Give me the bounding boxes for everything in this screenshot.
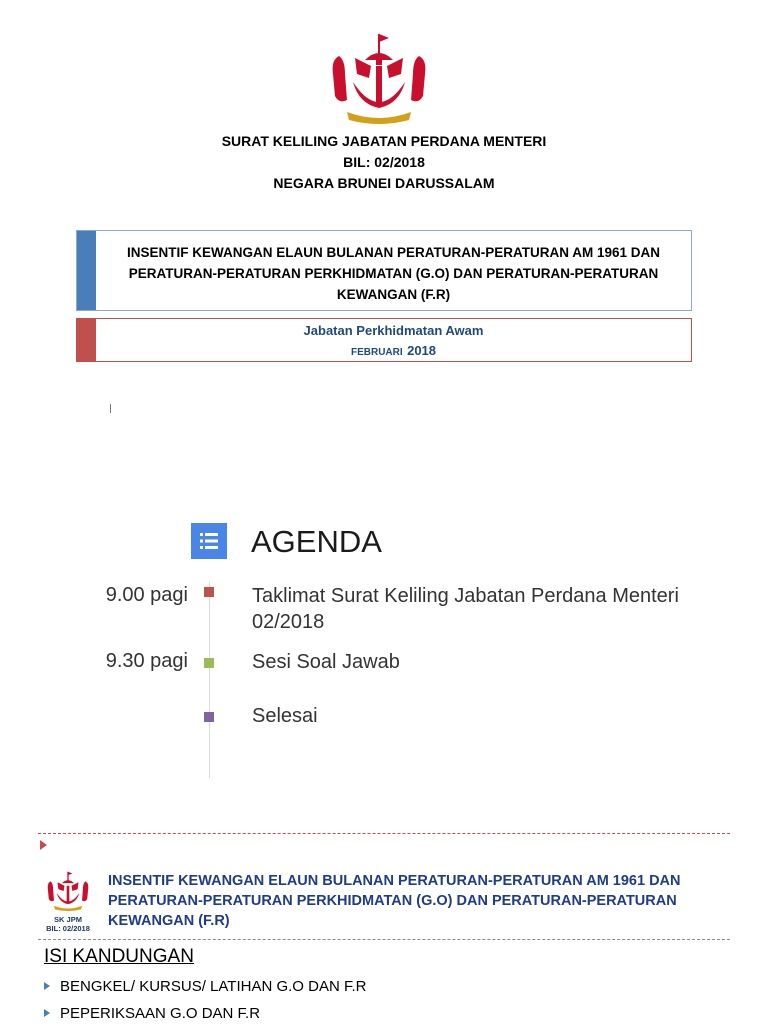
subtitle-box	[76, 318, 692, 362]
document-date	[96, 342, 691, 360]
subtitle-accent-bar	[77, 319, 96, 361]
title-box	[76, 230, 692, 311]
date-year: 2018	[407, 343, 437, 358]
slide3-title: INSENTIF KEWANGAN ELAUN BULANAN PERATURAN-PERATURAN AM 1961 DAN PERATURAN-PERATURAN PERKHIDMATAN (G.O) DAN PERATURAN-PERATURAN KEWANGAN (F.R)	[108, 873, 681, 929]
contents-item-1	[44, 978, 366, 995]
agenda-timeline	[209, 582, 210, 778]
bullet-arrow-icon	[44, 982, 50, 990]
agenda-title: AGENDA	[251, 524, 382, 559]
circular-title: SURAT KELILING JABATAN PERDANA MENTERI	[221, 133, 547, 149]
agenda-item-3: Selesai	[252, 705, 318, 727]
circular-header	[0, 131, 768, 194]
department-name: Jabatan Perkhidmatan Awam	[303, 323, 484, 338]
title-accent-bar	[77, 231, 96, 310]
contents-item-label: BENGKEL/ KURSUS/ LATIHAN G.O DAN F.R	[60, 978, 367, 995]
agenda-time-1: 9.00 pagi	[105, 584, 188, 606]
agenda-item-1: Taklimat Surat Keliling Jabatan Perdana Menteri 02/2018	[252, 585, 679, 633]
contents-item-2	[44, 1005, 260, 1022]
list-icon	[191, 523, 227, 559]
brunei-crest-small	[44, 870, 92, 912]
bullet-arrow-icon	[44, 1009, 50, 1017]
logo-caption-line1: SK JPM	[54, 915, 82, 924]
agenda-marker-2	[204, 658, 214, 668]
slide-divider-bottom	[38, 939, 730, 940]
date-month: FEBRUARI	[350, 347, 403, 358]
logo-caption-line2: BIL: 02/2018	[46, 924, 90, 933]
agenda-item-2: Sesi Soal Jawab	[252, 651, 400, 673]
country-name: NEGARA BRUNEI DARUSSALAM	[273, 175, 495, 191]
agenda-time-2: 9.30 pagi	[105, 650, 188, 672]
circular-number: BIL: 02/2018	[343, 154, 425, 170]
brunei-crest-emblem	[327, 30, 431, 126]
logo-caption	[40, 915, 96, 933]
document-title: INSENTIF KEWANGAN ELAUN BULANAN PERATURAN-PERATURAN AM 1961 DAN PERATURAN-PERATURAN PERKHIDMATAN (G.O) DAN PERATURAN-PERATURAN KEWANGAN (F.R)	[126, 245, 660, 302]
agenda-marker-1	[204, 587, 214, 597]
text-cursor	[110, 404, 111, 413]
slide-divider-top	[38, 833, 730, 834]
play-icon	[40, 840, 47, 850]
contents-heading: ISI KANDUNGAN	[44, 946, 194, 967]
contents-item-label: PEPERIKSAAN G.O DAN F.R	[60, 1005, 261, 1022]
agenda-marker-3	[204, 712, 214, 722]
